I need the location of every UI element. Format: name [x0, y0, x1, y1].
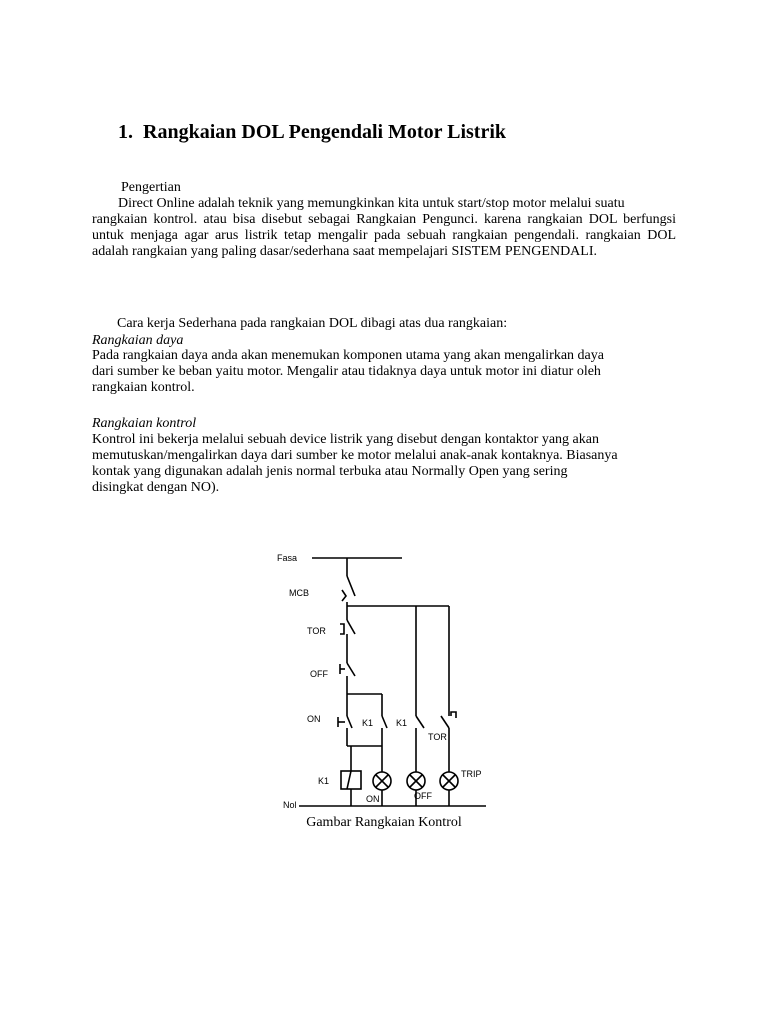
text-line: Kontrol ini bekerja melalui sebuah device listrik yang disebut dengan kontaktor yang akan	[92, 432, 599, 447]
definition-rest: rangkaian kontrol. atau bisa disebut sebagai Rangkaian Pengunci. karena rangkaian DOL berfungsi untuk menjaga agar arus listrik tetap mengalir pada sebuah rangkaian pengendali. rangkaian DOL adalah rangkaian yang paling dasar/sederhana saat mempelajari SISTEM PENGENDALI.	[92, 212, 676, 259]
definition-paragraph	[92, 196, 676, 260]
definition-first-line: Direct Online adalah teknik yang memungkinkan kita untuk start/stop motor melalui suatu	[118, 196, 625, 211]
control-circuit-diagram	[270, 548, 494, 813]
label-fasa: Fasa	[277, 553, 298, 563]
text-line: disingkat dengan NO).	[92, 480, 220, 495]
label-trip: TRIP	[461, 769, 482, 779]
label-mcb: MCB	[289, 588, 309, 598]
text-line: memutuskan/mengalirkan daya dari sumber ke motor melalui anak-anak kontaknya. Biasanya	[92, 448, 618, 463]
definition-label: Pengertian	[121, 180, 181, 195]
label-off: OFF	[310, 669, 328, 679]
label-tor-contact: TOR	[428, 732, 447, 742]
title-number: 1.	[118, 121, 133, 143]
text-line: dari sumber ke beban yaitu motor. Mengalir atau tidaknya daya untuk motor ini diatur oleh	[92, 364, 601, 379]
text-line: rangkaian kontrol.	[92, 380, 195, 395]
intro-text: Cara kerja Sederhana pada rangkaian DOL dibagi atas dua rangkaian:	[117, 316, 508, 331]
text-line: Pada rangkaian daya anda akan menemukan komponen utama yang akan mengalirkan daya	[92, 348, 604, 363]
section-heading-kontrol: Rangkaian kontrol	[92, 416, 197, 431]
figure-caption: Gambar Rangkaian Kontrol	[306, 815, 462, 830]
page-title	[118, 121, 506, 144]
title-text: Rangkaian DOL Pengendali Motor Listrik	[143, 121, 507, 143]
label-k1-coil: K1	[318, 776, 330, 786]
section-body-daya	[92, 348, 676, 396]
section-body-kontrol	[92, 432, 676, 496]
section-heading-daya: Rangkaian daya	[92, 333, 184, 348]
label-on: ON	[307, 714, 321, 724]
label-off-lamp: OFF	[414, 791, 432, 801]
text-line: kontak yang digunakan adalah jenis normal terbuka atau Normally Open yang sering	[92, 464, 568, 479]
label-k1-contact-b: K1	[396, 718, 408, 728]
label-nol: Nol	[283, 800, 297, 810]
label-on-lamp: ON	[366, 794, 380, 804]
label-k1-contact-a: K1	[362, 718, 374, 728]
label-tor: TOR	[307, 626, 326, 636]
